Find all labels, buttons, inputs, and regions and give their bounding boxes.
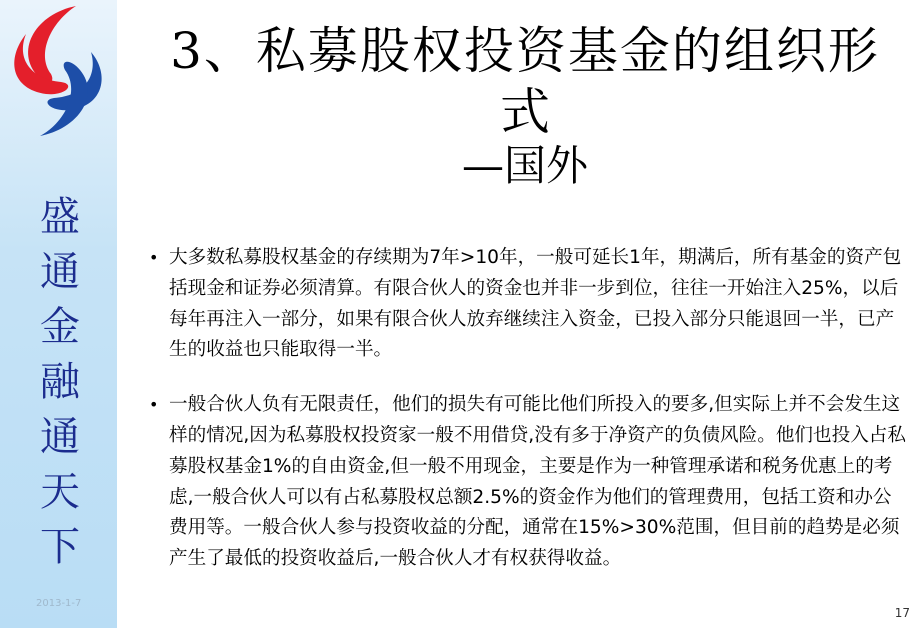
brand-char: 通 — [40, 414, 80, 460]
bullet-dot: • — [149, 248, 159, 267]
brand-vertical-text — [34, 190, 86, 575]
page-number: 17 — [894, 606, 910, 620]
company-logo-icon — [6, 4, 110, 138]
bullet-dot: • — [149, 395, 159, 415]
brand-char: 盛 — [40, 194, 80, 240]
slide-title — [125, 18, 922, 192]
sidebar — [0, 0, 117, 628]
brand-char: 下 — [40, 524, 80, 570]
bullet-text: 大多数私募股权基金的存续期为7年>10年，一般可延长1年，期满后，所有基金的资产包括现金和证券必须清算。有限合伙人的资金也并非一步到位，往往一开始注入25%，以后每年再注入一部分，如果有限合伙人放弃继续注入资金，已投入部分只能退回一半，已产生的收益也只能取得一半。 — [169, 247, 902, 361]
title-line-1: 3、私募股权投资基金的组织形 — [170, 22, 880, 80]
slide-date: 2013-1-7 — [36, 598, 82, 609]
brand-char: 融 — [40, 359, 80, 405]
bullet-item — [145, 243, 910, 366]
brand-char: 通 — [40, 249, 80, 295]
bullet-item — [145, 390, 910, 575]
bullet-text: 一般合伙人负有无限责任，他们的损失有可能比他们所投入的要多,但实际上并不会发生这样的情况,因为私募股权投资家一般不用借贷,没有多于净资产的负债风险。他们也投入占私募股权基金1%的自由资金,但一般不用现金，主要是作为一种管理承诺和税务优惠上的考虑,一般合伙人可以有占私募股权总额2.5%的资金作为他们的管理费用，包括工资和办公费用等。一般合伙人参与投资收益的分配，通常在15%>30%范围，但目前的趋势是必须产生了最低的投资收益后,一般合伙人才有权获得收益。 — [169, 394, 906, 570]
bullet-list — [145, 243, 910, 599]
title-subtitle: —国外 — [461, 141, 588, 190]
brand-char: 天 — [40, 469, 80, 515]
brand-char: 金 — [40, 304, 80, 350]
title-line-2: 式 — [500, 83, 550, 141]
